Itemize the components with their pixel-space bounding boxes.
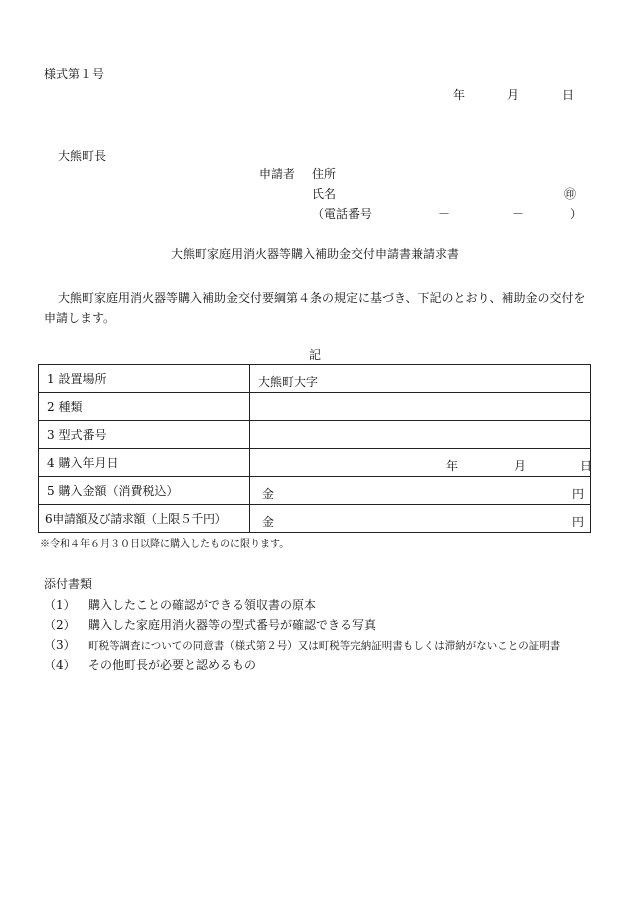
date-month-label: 月 [507, 88, 520, 102]
purchase-date-note: ※令和４年６月３０日以降に購入したものに限ります。 [40, 539, 290, 550]
phone-dash-1: － [438, 207, 451, 221]
attachment-item [44, 659, 256, 671]
attachment-number: （2） [44, 618, 76, 632]
amount-prefix: 金 [262, 487, 275, 501]
purchase-amount-field[interactable] [250, 477, 591, 505]
attachment-number: （1） [44, 598, 76, 612]
attachment-text: 町税等調査についての同意書（様式第２号）又は町税等完納証明書もしくは滞納がないことの証明書 [88, 640, 561, 652]
date-year-label: 年 [453, 88, 466, 102]
address-label: 住所 [312, 167, 337, 181]
attachment-text: 購入したことの確認ができる領収書の原本 [88, 598, 317, 612]
row-label: 2 種類 [39, 393, 250, 421]
phone-dash-2: － [512, 207, 525, 221]
form-number: 様式第１号 [44, 67, 105, 81]
table-row [39, 365, 591, 393]
installation-location-field[interactable] [250, 365, 591, 393]
attachment-item [44, 619, 376, 631]
attachment-text: 購入した家庭用消火器等の型式番号が確認できる写真 [88, 618, 377, 632]
row-label: 4 購入年月日 [39, 449, 250, 477]
table-row [39, 449, 591, 477]
amount-prefix: 金 [262, 515, 275, 529]
purchase-month-label: 月 [514, 459, 527, 473]
purchase-date-field[interactable] [250, 449, 591, 477]
attachment-item [44, 599, 316, 611]
table-row [39, 421, 591, 449]
date-day-label: 日 [562, 88, 575, 102]
purchase-year-label: 年 [446, 459, 459, 473]
row-label: 5 購入金額（消費税込） [39, 477, 250, 505]
addressee: 大熊町長 [58, 149, 107, 163]
attachment-item [44, 639, 560, 652]
amount-suffix: 円 [571, 515, 584, 529]
attachment-number: （4） [44, 658, 76, 672]
type-field[interactable] [250, 393, 591, 421]
ki-heading: 記 [308, 348, 321, 362]
phone-label: （電話番号 [312, 207, 373, 221]
phone-close-paren: ） [570, 207, 583, 221]
table-row [39, 393, 591, 421]
table-row [39, 505, 591, 533]
row-value: 大熊町大字 [258, 375, 319, 389]
application-table [38, 364, 591, 533]
attachment-text: その他町長が必要と認めるもの [88, 658, 257, 672]
table-row [39, 477, 591, 505]
amount-suffix: 円 [571, 487, 584, 501]
document-title: 大熊町家庭用消火器等購入補助金交付申請書兼請求書 [170, 247, 459, 261]
claim-amount-field[interactable] [250, 505, 591, 533]
body-paragraph: 大熊町家庭用消火器等購入補助金交付要綱第４条の規定に基づき、下記のとおり、補助金の交付を申請します。 [44, 291, 586, 325]
row-label: 6申請額及び請求額（上限５千円） [39, 505, 250, 533]
seal-mark: ㊞ [564, 187, 577, 201]
row-label: 3 型式番号 [39, 421, 250, 449]
applicant-label: 申請者 [259, 167, 296, 181]
name-label: 氏名 [312, 187, 337, 201]
model-number-field[interactable] [250, 421, 591, 449]
attachments-heading: 添付書類 [44, 577, 93, 591]
row-label: 1 設置場所 [39, 365, 250, 393]
purchase-day-label: 日 [580, 459, 593, 473]
attachment-number: （3） [44, 638, 76, 652]
